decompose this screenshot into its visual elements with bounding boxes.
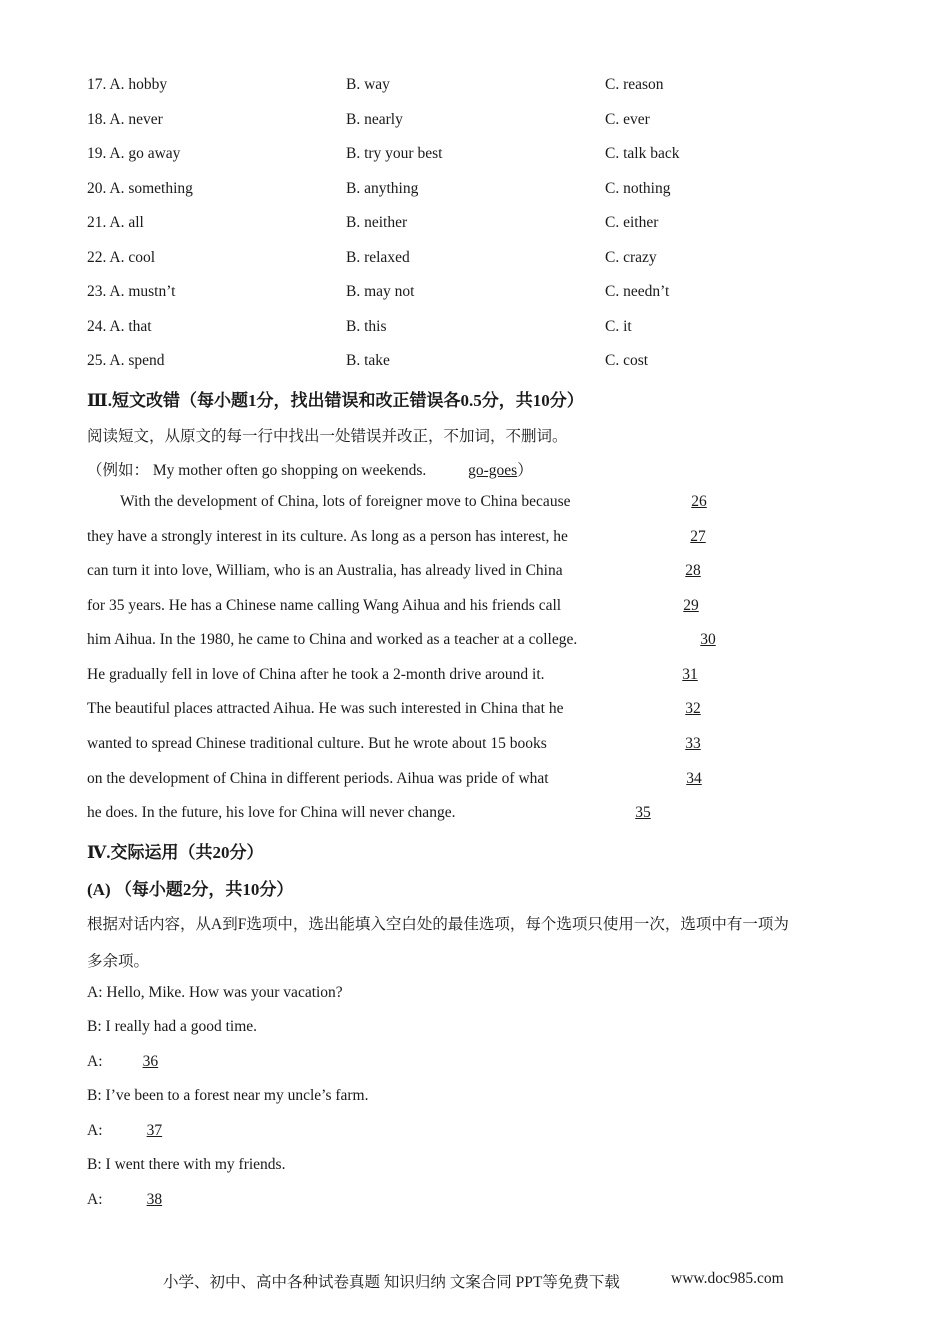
option-c: C. ever: [605, 111, 650, 128]
answer-blank[interactable]: 31: [682, 666, 698, 683]
section-4-subheading: (A) （每小题2分，共10分）: [87, 880, 294, 899]
footer-text: 小学、初中、高中各种试卷真题 知识归纳 文案合同 PPT等免费下载: [163, 1274, 620, 1291]
passage-line: him Aihua. In the 1980, he came to China and worked as a teacher at a college.: [87, 631, 578, 648]
option-b: B. this: [346, 318, 387, 335]
option-b: B. nearly: [346, 111, 403, 128]
option-c: C. it: [605, 318, 632, 335]
dialogue-line: [87, 984, 343, 1002]
option-row: [0, 249, 950, 271]
option-a: 24. A. that: [87, 318, 152, 335]
option-b: B. try your best: [346, 145, 443, 162]
example-answer: go-goes: [468, 462, 518, 479]
speaker: A:: [87, 1122, 103, 1139]
answer-blank[interactable]: 30: [700, 631, 716, 648]
dialogue-text: I went there with my friends.: [105, 1156, 286, 1173]
option-row: [0, 352, 950, 374]
answer-blank[interactable]: 38: [146, 1191, 163, 1208]
footer-link[interactable]: www.doc985.com: [671, 1270, 784, 1287]
answer-blank[interactable]: 32: [685, 700, 701, 717]
section-4-instruction: 根据对话内容，从A到F选项中，选出能填入空白处的最佳选项，每个选项只使用一次，选项中有一项为: [87, 916, 789, 933]
option-b: B. neither: [346, 214, 408, 231]
dialogue-line: [87, 1018, 257, 1036]
option-b: B. anything: [346, 180, 419, 197]
answer-blank[interactable]: 36: [142, 1053, 159, 1070]
answer-blank[interactable]: 29: [683, 597, 699, 614]
speaker: B:: [87, 1087, 102, 1104]
speaker: B:: [87, 1156, 102, 1173]
option-c: C. crazy: [605, 249, 657, 266]
dialogue-text: I really had a good time.: [105, 1018, 258, 1035]
speaker: B:: [87, 1018, 102, 1035]
section-3-heading: Ⅲ.短文改错（每小题1分，找出错误和改正错误各0.5分，共10分）: [87, 391, 584, 410]
option-a: 17. A. hobby: [87, 76, 168, 93]
passage-line: The beautiful places attracted Aihua. He was such interested in China that he: [87, 700, 564, 717]
dialogue-line: [87, 1087, 369, 1105]
example-suffix: ）: [517, 462, 533, 479]
option-c: C. either: [605, 214, 659, 231]
answer-blank[interactable]: 28: [685, 562, 701, 579]
option-b: B. way: [346, 76, 390, 93]
option-a: 22. A. cool: [87, 249, 156, 266]
option-b: B. relaxed: [346, 249, 410, 266]
dialogue-text: I’ve been to a forest near my uncle’s farm.: [105, 1087, 369, 1104]
passage-line: With the development of China, lots of foreigner move to China because: [120, 493, 571, 510]
passage-line: can turn it into love, William, who is an Australia, has already lived in China: [87, 562, 563, 579]
option-a: 25. A. spend: [87, 352, 165, 369]
option-a: 21. A. all: [87, 214, 144, 231]
passage-line: wanted to spread Chinese traditional culture. But he wrote about 15 books: [87, 735, 547, 752]
passage-line: they have a strongly interest in its culture. As long as a person has interest, he: [87, 528, 568, 545]
section-3-instruction: 阅读短文，从原文的每一行中找出一处错误并改正，不加词，不删词。: [87, 428, 568, 445]
option-row: [0, 214, 950, 236]
passage-line: on the development of China in different periods. Aihua was pride of what: [87, 770, 549, 787]
dialogue-line: [87, 1053, 192, 1071]
option-c: C. cost: [605, 352, 649, 369]
answer-blank[interactable]: 37: [146, 1122, 163, 1139]
option-a: 18. A. never: [87, 111, 163, 128]
option-c: C. reason: [605, 76, 664, 93]
dialogue-line: [87, 1156, 285, 1174]
option-row: [0, 111, 950, 133]
option-c: C. needn’t: [605, 283, 670, 300]
option-b: B. take: [346, 352, 390, 369]
option-row: [0, 145, 950, 167]
speaker: A:: [87, 1053, 103, 1070]
dialogue-line: [87, 1122, 196, 1140]
option-a: 19. A. go away: [87, 145, 181, 162]
dialogue-text: Hello, Mike. How was your vacation?: [106, 984, 343, 1001]
option-c: C. talk back: [605, 145, 680, 162]
passage-line: he does. In the future, his love for China will never change.: [87, 804, 456, 821]
dialogue-line: [87, 1191, 196, 1209]
answer-blank[interactable]: 33: [685, 735, 701, 752]
section-4-heading: Ⅳ.交际运用（共20分）: [87, 843, 264, 862]
answer-blank[interactable]: 27: [690, 528, 706, 545]
passage-line: He gradually fell in love of China after he took a 2-month drive around it.: [87, 666, 545, 683]
answer-blank[interactable]: 34: [686, 770, 702, 787]
option-row: [0, 318, 950, 340]
option-row: [0, 283, 950, 305]
answer-blank[interactable]: 35: [635, 804, 651, 821]
example-sentence: （例如： My mother often go shopping on weekends.: [87, 462, 427, 479]
option-a: 23. A. mustn’t: [87, 283, 176, 300]
option-a: 20. A. something: [87, 180, 193, 197]
speaker: A:: [87, 984, 103, 1001]
option-b: B. may not: [346, 283, 415, 300]
section-3-example: [87, 458, 533, 480]
option-row: [0, 180, 950, 202]
option-c: C. nothing: [605, 180, 671, 197]
answer-blank[interactable]: 26: [691, 493, 707, 510]
passage-line: for 35 years. He has a Chinese name calling Wang Aihua and his friends call: [87, 597, 562, 614]
speaker: A:: [87, 1191, 103, 1208]
section-4-instruction-cont: 多余项。: [87, 953, 150, 970]
option-row: [0, 76, 950, 98]
